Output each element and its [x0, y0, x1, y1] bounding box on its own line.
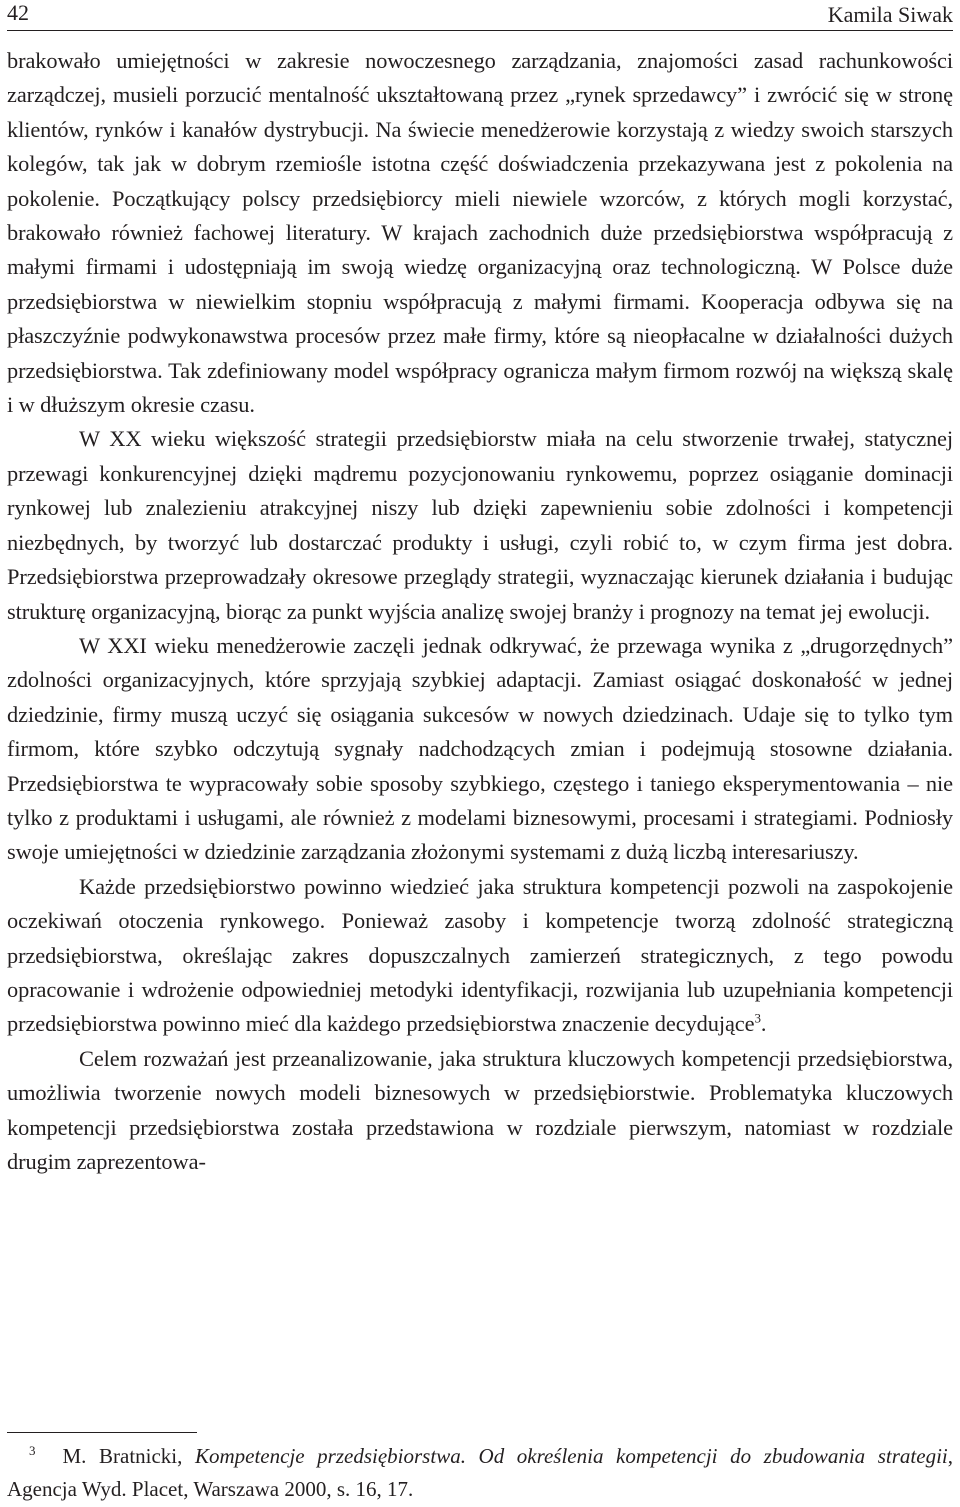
- page-number: 42: [7, 0, 29, 25]
- paragraph-xxi-century: W XXI wieku menedżerowie zaczęli jednak odkrywać, że przewaga wynika z „drugorzędnych” zdolności organizacyjnych, które sprzyjają szybkiej adaptacji. Zamiast osiągać doskonałość w jednej dziedzinie, firmy muszą uczyć się osiągania sukcesów w nowych dziedzinach. Udaje się to tylko tym firmom, które szybko odczytują sygnały nadchodzących zmian i podejmują stosowne działania. Przedsiębiorstwa te wypracowały sobie sposoby szybkiego, częstego i taniego eksperymentowania – nie tylko z produktami i usługami, ale również z modelami biznesowymi, procesami i strategiami. Podniosły swoje umiejętności w dziedzinie zarządzania złożonymi systemami z dużą liczbą interesariuszy.: [7, 632, 953, 865]
- footnote-reference[interactable]: 3: [754, 1010, 761, 1026]
- footnote-author: M. Bratnicki,: [62, 1444, 195, 1468]
- paragraph-aim: Celem rozważań jest przeanalizowanie, jaka struktura kluczowych kompetencji przedsiębiorstwa, umożliwia tworzenie nowych modeli biznesowych w przedsiębiorstwie. Problematyka kluczowych kompetencji przedsiębiorstwa została przedstawiona w rozdziale pierwszym, natomiast w rozdziale drugim zaprezentowa-: [7, 1045, 953, 1174]
- body-text: [7, 44, 953, 1179]
- footnote-title: Kompetencje przedsiębiorstwa. Od określenia kompetencji do zbudowania strategii: [194, 1444, 948, 1468]
- footnote-number: 3: [29, 1443, 36, 1458]
- paragraph-end-punctuation: .: [760, 1011, 767, 1037]
- paragraph-continued: brakowało umiejętności w zakresie nowoczesnego zarządzania, znajomości zasad rachunkowości zarządczej, musieli porzucić mentalność ukształtowaną przez „rynek sprzedawcy” i zwrócić się w stronę klientów, rynków i kanałów dystrybucji. Na świecie menedżerowie korzystają z wiedzy swoich starszych kolegów, tak jak w dobrym rzemiośle istotna część doświadczenia przekazywana jest z pokolenia na pokolenie. Początkujący polscy przedsiębiorcy mieli niewiele wzorców, z których mogli korzystać, brakowało również fachowej literatury. W krajach zachodnich duże przedsiębiorstwa współpracują z małymi firmami i udostępniają im swoją wiedzę organizacyjną oraz technologiczną. W Polsce duże przedsiębiorstwa w niewielkim stopniu współpracują z małymi firmami. Kooperacja odbywa się na płaszczyźnie podwykonawstwa procesów przez małe firmy, które są nieopłacalne w działalności dużych przedsiębiorstwa. Tak zdefiniowany model współpracy ogranicza małym firmom rozwój na większą skalę i w dłuższym okresie czasu.: [7, 48, 953, 418]
- footnote: [7, 1440, 953, 1506]
- page-header: [7, 0, 953, 31]
- running-head-author: Kamila Siwak: [827, 2, 953, 27]
- footnote-publication: , Agencja Wyd. Placet, Warszawa 2000, s. 16, 17.: [7, 1444, 953, 1501]
- footnote-divider: [7, 1432, 197, 1433]
- paragraph-competence-structure: [7, 870, 953, 1042]
- paragraph-xx-century: W XX wieku większość strategii przedsiębiorstw miała na celu stworzenie trwałej, statycznej przewagi konkurencyjnej dzięki mądremu pozycjonowaniu rynkowemu, poprzez osiąganie dominacji rynkowej lub znalezieniu atrakcyjnej niszy lub dzięki zapewnieniu sobie zdolności i kompetencji niezbędnych, by tworzyć lub dostarczać produkty i usługi, czyli robić to, w czym firma jest dobra. Przedsiębiorstwa przeprowadzały okresowe przeglądy strategii, wyznaczając kierunek działania i budując strukturę organizacyjną, biorąc za punkt wyjścia analizę swojej branży i prognozy na temat jej ewolucji.: [7, 426, 953, 624]
- paragraph-text: Każde przedsiębiorstwo powinno wiedzieć jaka struktura kompetencji pozwoli na zaspokojenie oczekiwań otoczenia rynkowego. Ponieważ zasoby i kompetencje tworzą zdolność strategiczną przedsiębiorstwa, określając zakres dopuszczalnych zamierzeń strategicznych, z tego powodu opracowanie i wdrożenie odpowiedniej metodyki identyfikacji, rozwijania lub uzupełniania kompetencji przedsiębiorstwa powinno mieć dla każdego przedsiębiorstwa znaczenie decydujące: [7, 873, 953, 1037]
